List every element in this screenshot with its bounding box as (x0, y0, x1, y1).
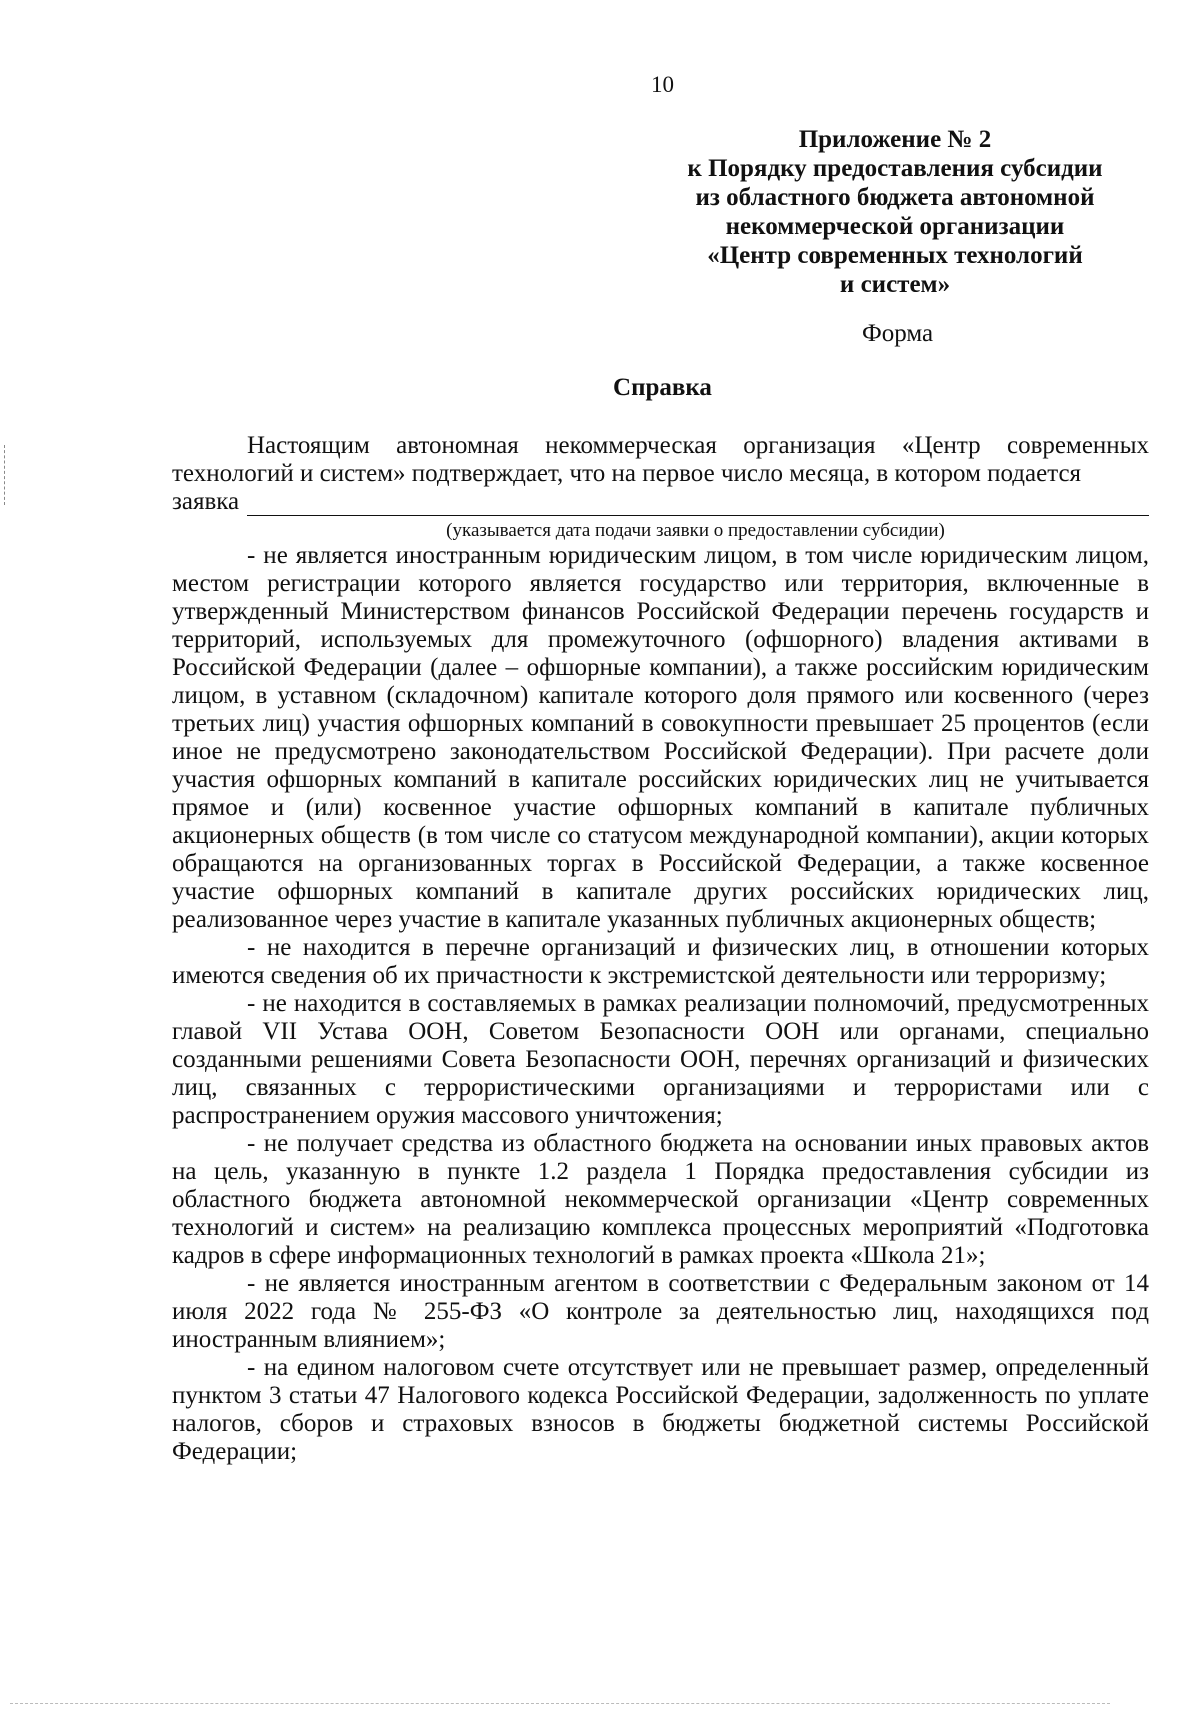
form-label: Форма (862, 320, 934, 347)
application-word: заявка (172, 488, 240, 515)
page-number: 10 (651, 72, 674, 97)
application-date-line (172, 488, 1149, 516)
scan-bottom-edge (10, 1703, 1110, 1704)
scan-edge-mark (4, 445, 7, 505)
appendix-line: и систем» (839, 271, 951, 298)
statement-item: - на едином налоговом счете отсутствует или не превышает размер, определенный пунктом 3 статьи 47 Налогового кодекса Российской Федерации, задолженность по уплате налогов, сборов и страховых взносов в бюджеты бюджетной системы Российской Федерации; (172, 1354, 1149, 1465)
statement-item: - не является иностранным агентом в соответствии с Федеральным законом от 14 июля 2022 года № 255-ФЗ «О контроле за деятельностью лиц, находящихся под иностранным влиянием»; (172, 1270, 1149, 1353)
intro-paragraph: Настоящим автономная некоммерческая организация «Центр современных технологий и систем» подтверждает, что на первое число месяца, в котором подается (172, 432, 1149, 487)
appendix-line: «Центр современных технологий (707, 242, 1083, 269)
application-date-hint: (указывается дата подачи заявки о предоставлении субсидии) (446, 520, 945, 541)
document-title: Справка (613, 374, 712, 401)
statement-item: - не находится в перечне организаций и физических лиц, в отношении которых имеются сведения об их причастности к экстремистской деятельности или терроризму; (172, 934, 1149, 989)
statement-item: - не находится в составляемых в рамках реализации полномочий, предусмотренных главой VII Устава ООН, Советом Безопасности ООН или органами, специально созданными решениями Совета Безопасности ООН, перечнях организаций и физических лиц, связанных с террористическими организациями и террористами или с распространением оружия массового уничтожения; (172, 990, 1149, 1129)
appendix-line: Приложение № 2 (798, 126, 992, 153)
document-body (172, 432, 1149, 1466)
appendix-line: к Порядку предоставления субсидии (687, 155, 1103, 182)
appendix-line: из областного бюджета автономной (695, 184, 1095, 211)
appendix-header (660, 125, 1130, 299)
statement-item: - не получает средства из областного бюджета на основании иных правовых актов на цель, указанную в пункте 1.2 раздела 1 Порядка предоставления субсидии из областного бюджета автономной некоммерческой организации «Центр современных технологий и систем» на реализацию комплекса процессных мероприятий «Подготовка кадров в сфере информационных технологий в рамках проекта «Школа 21»; (172, 1130, 1149, 1269)
application-date-blank[interactable] (247, 495, 1149, 516)
appendix-line: некоммерческой организации (725, 213, 1065, 240)
statement-item: - не является иностранным юридическим лицом, в том числе юридическим лицом, местом регистрации которого является государство или территория, включенные в утвержденный Министерством финансов Российской Федерации перечень государств и территорий, используемых для промежуточного (офшорного) владения активами в Российской Федерации (далее – офшорные компании), а также российским юридическим лицом, в уставном (складочном) капитале которого доля прямого или косвенного (через третьих лиц) участия офшорных компаний в совокупности превышает 25 процентов (если иное не предусмотрено законодательством Российской Федерации). При расчете доли участия офшорных компаний в капитале российских юридических лиц не учитывается прямое и (или) косвенное участие офшорных компаний в капитале публичных акционерных обществ (в том числе со статусом международной компании), акции которых обращаются на организованных торгах в Российской Федерации, а также косвенное участие офшорных компаний в капитале других российских юридических лиц, реализованное через участие в капитале указанных публичных акционерных обществ; (172, 542, 1149, 933)
